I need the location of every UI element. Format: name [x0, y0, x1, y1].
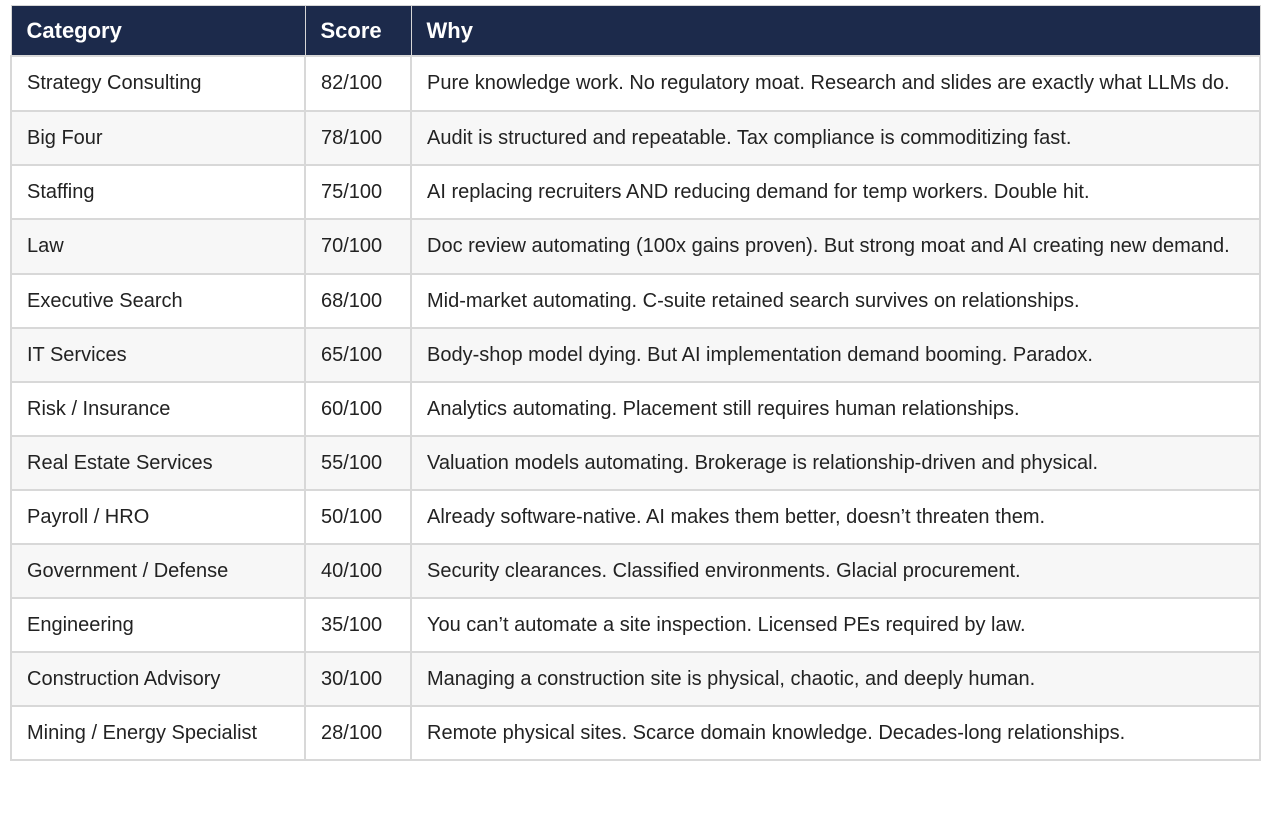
header-category: Category — [11, 6, 305, 57]
cell-category: Real Estate Services — [11, 436, 305, 490]
table-row — [11, 274, 1260, 328]
cell-score: 50/100 — [305, 490, 411, 544]
header-score: Score — [305, 6, 411, 57]
cell-category: Big Four — [11, 111, 305, 165]
table-row — [11, 598, 1260, 652]
cell-why: Pure knowledge work. No regulatory moat. Research and slides are exactly what LLMs do. — [411, 56, 1260, 111]
cell-category: Engineering — [11, 598, 305, 652]
cell-score: 75/100 — [305, 165, 411, 219]
cell-why: Doc review automating (100x gains proven). But strong moat and AI creating new demand. — [411, 219, 1260, 274]
cell-score: 78/100 — [305, 111, 411, 165]
cell-score: 30/100 — [305, 652, 411, 706]
cell-category: Strategy Consulting — [11, 56, 305, 111]
cell-score: 28/100 — [305, 706, 411, 760]
cell-why: Analytics automating. Placement still requires human relationships. — [411, 382, 1260, 436]
cell-score: 82/100 — [305, 56, 411, 111]
cell-category: Law — [11, 219, 305, 274]
table-row — [11, 328, 1260, 382]
cell-score: 70/100 — [305, 219, 411, 274]
cell-category: Staffing — [11, 165, 305, 219]
cell-score: 35/100 — [305, 598, 411, 652]
cell-score: 68/100 — [305, 274, 411, 328]
cell-why: Managing a construction site is physical, chaotic, and deeply human. — [411, 652, 1260, 706]
cell-why: Security clearances. Classified environments. Glacial procurement. — [411, 544, 1260, 598]
score-table-container — [10, 5, 1259, 761]
table-row — [11, 219, 1260, 274]
cell-category: Government / Defense — [11, 544, 305, 598]
cell-why: Audit is structured and repeatable. Tax compliance is commoditizing fast. — [411, 111, 1260, 165]
header-row — [11, 6, 1260, 57]
table-body — [11, 56, 1260, 760]
cell-why: Remote physical sites. Scarce domain knowledge. Decades-long relationships. — [411, 706, 1260, 760]
cell-score: 40/100 — [305, 544, 411, 598]
table-row — [11, 382, 1260, 436]
score-table — [10, 5, 1261, 761]
table-row — [11, 490, 1260, 544]
cell-score: 55/100 — [305, 436, 411, 490]
cell-why: Already software-native. AI makes them better, doesn’t threaten them. — [411, 490, 1260, 544]
cell-why: Body-shop model dying. But AI implementation demand booming. Paradox. — [411, 328, 1260, 382]
cell-category: Risk / Insurance — [11, 382, 305, 436]
cell-score: 65/100 — [305, 328, 411, 382]
table-row — [11, 56, 1260, 111]
table-row — [11, 165, 1260, 219]
cell-why: Mid-market automating. C-suite retained search survives on relationships. — [411, 274, 1260, 328]
cell-category: Construction Advisory — [11, 652, 305, 706]
table-row — [11, 544, 1260, 598]
table-row — [11, 706, 1260, 760]
cell-category: Payroll / HRO — [11, 490, 305, 544]
cell-why: You can’t automate a site inspection. Licensed PEs required by law. — [411, 598, 1260, 652]
cell-score: 60/100 — [305, 382, 411, 436]
table-row — [11, 436, 1260, 490]
cell-why: AI replacing recruiters AND reducing demand for temp workers. Double hit. — [411, 165, 1260, 219]
table-header — [11, 6, 1260, 57]
header-why: Why — [411, 6, 1260, 57]
table-row — [11, 111, 1260, 165]
cell-category: Mining / Energy Specialist — [11, 706, 305, 760]
table-row — [11, 652, 1260, 706]
cell-why: Valuation models automating. Brokerage is relationship-driven and physical. — [411, 436, 1260, 490]
cell-category: Executive Search — [11, 274, 305, 328]
cell-category: IT Services — [11, 328, 305, 382]
